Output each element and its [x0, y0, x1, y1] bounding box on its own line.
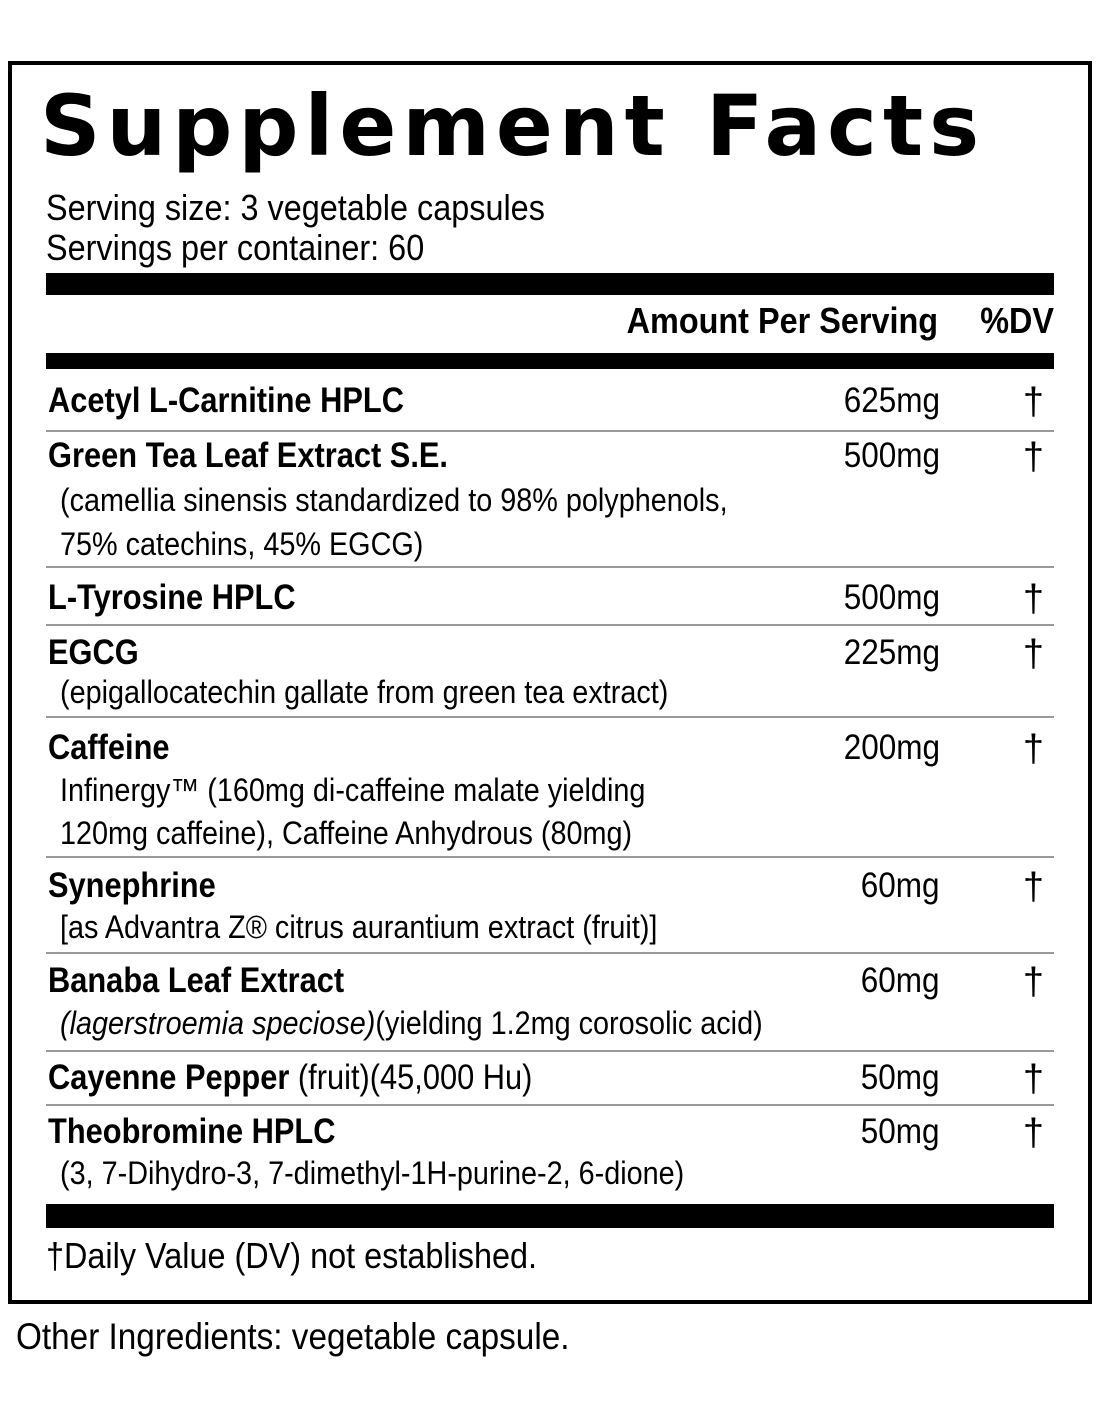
ingredient-amount: 200mg — [843, 728, 940, 767]
header-thick-rule — [46, 353, 1054, 369]
description-rest: (yielding 1.2mg corosolic acid) — [375, 1005, 763, 1041]
row-divider — [46, 856, 1054, 858]
ingredient-description: 75% catechins, 45% EGCG) — [60, 526, 424, 562]
ingredient-name: Acetyl L-Carnitine HPLC — [48, 381, 404, 420]
ingredient-amount: 60mg — [861, 961, 940, 1000]
ingredient-amount: 50mg — [861, 1112, 940, 1151]
ingredient-description: (epigallocatechin gallate from green tea extract) — [60, 674, 669, 710]
row-divider — [46, 624, 1054, 626]
top-thick-rule — [46, 273, 1054, 295]
botanical-name: (lagerstroemia speciose) — [60, 1005, 376, 1041]
dagger-mark: † — [1022, 578, 1044, 620]
ingredient-amount: 625mg — [843, 381, 940, 420]
panel-title: Supplement Facts — [40, 77, 986, 175]
ingredient-name: Synephrine — [48, 866, 216, 905]
dagger-mark: † — [1022, 961, 1044, 1003]
row-divider — [46, 430, 1054, 432]
ingredient-description: 120mg caffeine), Caffeine Anhydrous (80mg) — [60, 815, 633, 851]
servings-per-container: Servings per container: 60 — [46, 227, 425, 268]
ingredient-amount: 225mg — [843, 633, 940, 672]
ingredient-name: EGCG — [48, 633, 139, 672]
ingredient-amount: 500mg — [843, 578, 940, 617]
ingredient-amount: 50mg — [861, 1058, 940, 1097]
ingredient-description: (3, 7-Dihydro-3, 7-dimethyl-1H-purine-2, 6-dione) — [60, 1155, 685, 1191]
dagger-mark: † — [1022, 728, 1044, 770]
dagger-mark: † — [1022, 436, 1044, 478]
ingredient-name: Green Tea Leaf Extract S.E. — [48, 436, 449, 475]
dagger-mark: † — [1022, 381, 1044, 423]
ingredient-name — [48, 1060, 532, 1095]
other-ingredients: Other Ingredients: vegetable capsule. — [16, 1316, 570, 1357]
ingredient-name: Theobromine HPLC — [48, 1112, 336, 1151]
row-divider — [46, 1104, 1054, 1106]
row-divider — [46, 716, 1054, 718]
amount-per-serving-header: Amount Per Serving — [626, 300, 938, 341]
ingredient-name-suffix: (fruit)(45,000 Hu) — [289, 1058, 533, 1097]
ingredient-name-bold: Cayenne Pepper — [48, 1058, 290, 1097]
dagger-mark: † — [1022, 1058, 1044, 1100]
dv-header: %DV — [980, 300, 1054, 341]
row-divider — [46, 1050, 1054, 1052]
dagger-mark: † — [1022, 633, 1044, 675]
dagger-mark: † — [1022, 1112, 1044, 1154]
row-divider — [46, 566, 1054, 568]
dv-footnote: †Daily Value (DV) not established. — [46, 1235, 538, 1276]
ingredient-description: (camellia sinensis standardized to 98% polyphenols, — [60, 482, 728, 518]
ingredient-amount: 500mg — [843, 436, 940, 475]
serving-size: Serving size: 3 vegetable capsules — [46, 187, 545, 228]
ingredient-name: Caffeine — [48, 728, 170, 767]
ingredient-amount: 60mg — [861, 866, 940, 905]
ingredient-name: L-Tyrosine HPLC — [48, 578, 296, 617]
bottom-thick-rule — [46, 1204, 1054, 1228]
ingredient-description — [60, 1004, 763, 1042]
ingredient-description: [as Advantra Z® citrus aurantium extract (fruit)] — [60, 909, 658, 945]
ingredient-description: Infinergy™ (160mg di-caffeine malate yielding — [60, 772, 646, 808]
row-divider — [46, 952, 1054, 954]
dagger-mark: † — [1022, 866, 1044, 908]
ingredient-name: Banaba Leaf Extract — [48, 961, 345, 1000]
